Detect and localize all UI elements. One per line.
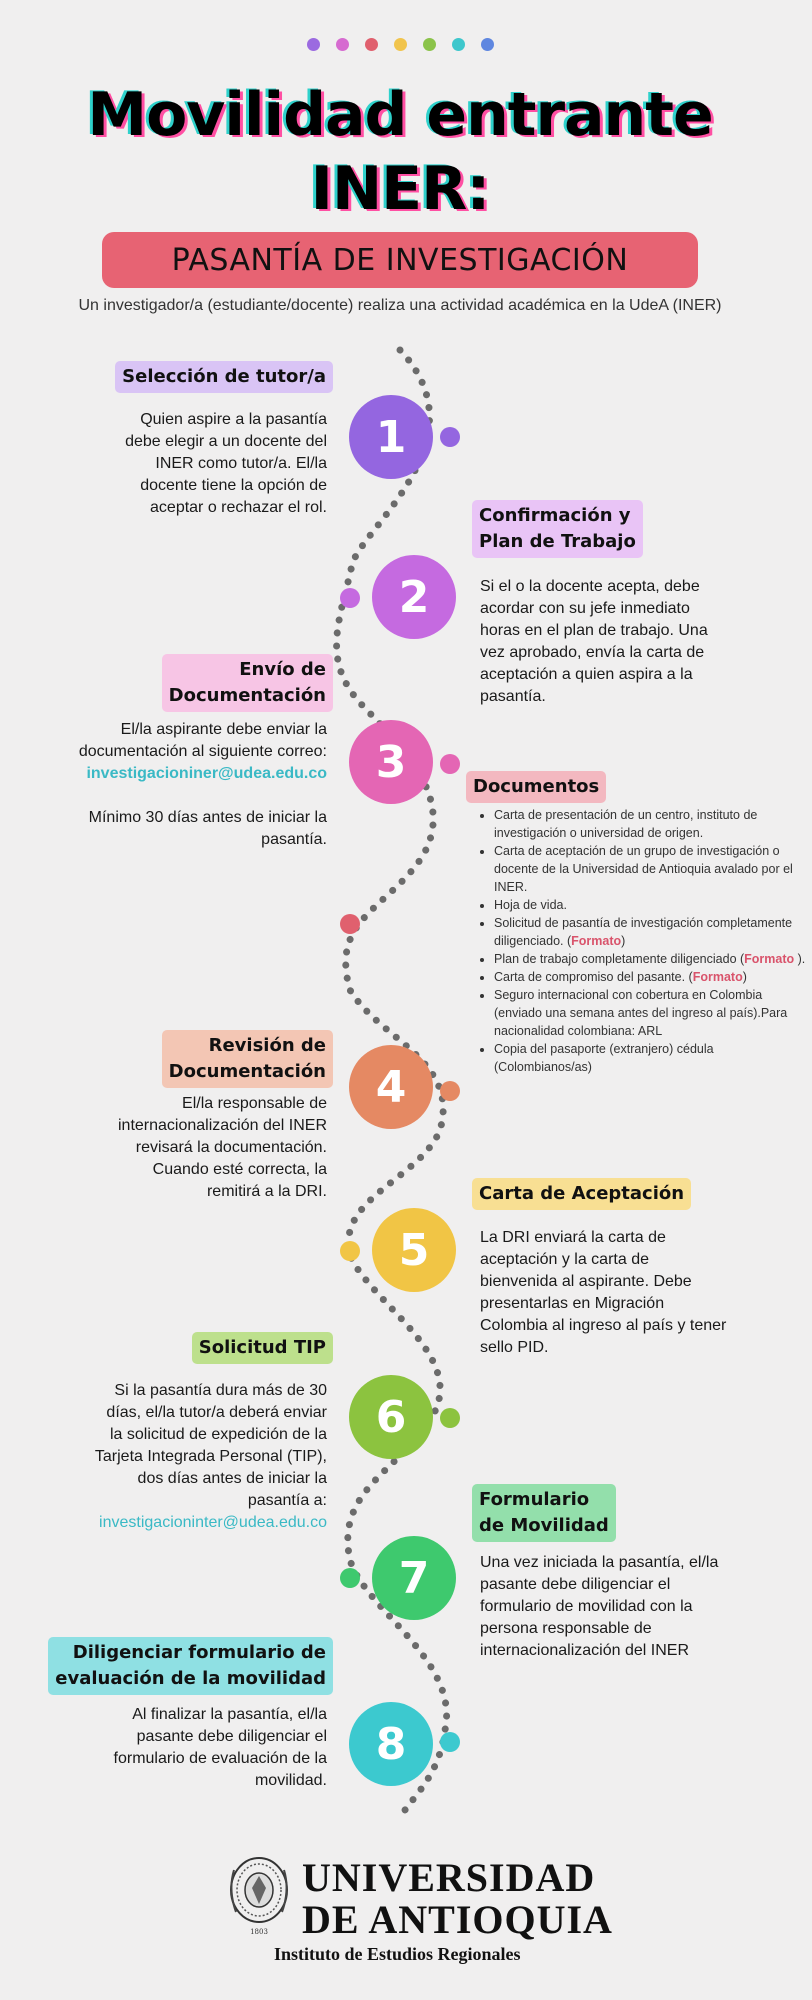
- step-3-text: El/la aspirante debe enviar la documentación al siguiente correo: investigacioniner@udea.edu.co Mínimo 30 días antes de iniciar la pasantía.: [0, 719, 327, 851]
- seal-year: 1803: [250, 1928, 268, 1936]
- step-5-text: La DRI enviará la carta de aceptación y la carta de bienvenida al aspirante. Debe presentarlas en Migración Colombia al ingreso al país y tener sello PID.: [480, 1229, 727, 1356]
- document-item: • Copia del pasaporte (extranjero) cédula (Colombianos/as): [494, 1040, 812, 1076]
- step-1-text: Quien aspire a la pasantía debe elegir a un docente del INER como tutor/a. El/la docente tiene la opción de aceptar o rechazar el rol.: [125, 411, 327, 516]
- step-2-title: Confirmación y Plan de Trabajo: [472, 500, 643, 558]
- step-3-knob: [440, 754, 460, 774]
- step-7-circle: [372, 1536, 456, 1620]
- university-name-line-2: DE ANTIOQUIA: [302, 1897, 613, 1942]
- title-line-1: Movilidad entrante: [87, 80, 713, 150]
- step-8-title: Diligenciar formulario de evaluación de la movilidad: [48, 1637, 333, 1695]
- document-item: • Carta de compromiso del pasante. (Formato): [494, 968, 812, 986]
- step-1-circle: [349, 395, 433, 479]
- format-link[interactable]: Formato: [744, 952, 795, 966]
- step-6-knob: [440, 1408, 460, 1428]
- step-4-knob: [440, 1081, 460, 1101]
- document-item: • Solicitud de pasantía de investigación completamente diligenciado. (Formato): [494, 914, 812, 950]
- document-item: • Plan de trabajo completamente diligenciado (Formato ).: [494, 950, 812, 968]
- step-6-email-link[interactable]: investigacioninter@udea.edu.co: [99, 1514, 327, 1531]
- step-3-title: Envío de Documentación: [162, 654, 333, 712]
- document-item: • Carta de presentación de un centro, instituto de investigación o universidad de origen.: [494, 806, 812, 842]
- format-link[interactable]: Formato: [692, 970, 743, 984]
- title-line-2: INER:: [310, 154, 490, 224]
- step-8-knob: [440, 1732, 460, 1752]
- step-2-number: 2: [398, 571, 430, 623]
- step-1-title: Selección de tutor/a: [115, 361, 333, 393]
- step-7-title: Formulario de Movilidad: [472, 1484, 616, 1542]
- step-7-number: 7: [398, 1552, 430, 1604]
- step-3-circle: [349, 720, 433, 804]
- step-1-number: 1: [375, 411, 407, 463]
- documents-list: [472, 806, 812, 1076]
- step-6-text: Si la pasantía dura más de 30 días, el/la tutor/a deberá enviar la solicitud de expedición de la Tarjeta Integrada Personal (TIP), dos días antes de iniciar la pasantía a: investigacioninter@udea.edu.co: [7, 1380, 327, 1534]
- step-8-number: 8: [375, 1718, 407, 1770]
- step-5-title: Carta de Aceptación: [472, 1178, 691, 1210]
- document-item: • Seguro internacional con cobertura en Colombia (enviado una semana antes del ingreso al país).Para nacionalidad colombiana: ARL: [494, 986, 812, 1040]
- university-name-line-1: UNIVERSIDAD: [302, 1855, 596, 1900]
- step-3-email-link[interactable]: investigacioniner@udea.edu.co: [86, 765, 327, 782]
- document-item: • Hoja de vida.: [494, 896, 812, 914]
- step-4-title: Revisión de Documentación: [162, 1030, 333, 1088]
- institute-name: Instituto de Estudios Regionales: [274, 1944, 521, 1964]
- university-seal-icon: [226, 1850, 292, 1936]
- step-5-knob: [340, 1241, 360, 1261]
- intro-text: Un investigador/a (estudiante/docente) realiza una actividad académica en la UdeA (INER): [78, 297, 722, 314]
- step-6-title: Solicitud TIP: [192, 1332, 333, 1364]
- step-8-text: Al finalizar la pasantía, el/la pasante debe diligenciar el formulario de evaluación de la movilidad.: [113, 1706, 327, 1789]
- step-4-number: 4: [375, 1061, 407, 1113]
- path-knob-red: [340, 914, 360, 934]
- step-3-number: 3: [375, 736, 407, 788]
- step-2-knob: [340, 588, 360, 608]
- step-5-circle: [372, 1208, 456, 1292]
- step-5-number: 5: [398, 1224, 430, 1276]
- step-7-knob: [340, 1568, 360, 1588]
- format-link[interactable]: Formato: [571, 934, 622, 948]
- step-7-text: Una vez iniciada la pasantía, el/la pasante debe diligenciar el formulario de movilidad con la persona responsable de internacionalización del INER: [480, 1554, 719, 1659]
- step-2-circle: [372, 555, 456, 639]
- step-2-text: Si el o la docente acepta, debe acordar con su jefe inmediato horas en el plan de trabajo. Una vez aprobado, envía la carta de aceptación a quien aspira a la pasantía.: [480, 578, 708, 705]
- subtitle-banner: PASANTÍA DE INVESTIGACIÓN: [102, 232, 698, 288]
- step-1-knob: [440, 427, 460, 447]
- step-6-number: 6: [375, 1391, 407, 1443]
- document-item: • Carta de aceptación de un grupo de investigación o docente de la Universidad de Antioquia avalado por el INER.: [494, 842, 812, 896]
- step-8-circle: [349, 1702, 433, 1786]
- step-6-circle: [349, 1375, 433, 1459]
- step-4-text: El/la responsable de internacionalización del INER revisará la documentación. Cuando esté correcta, la remitirá a la DRI.: [118, 1095, 327, 1200]
- documents-title: Documentos: [466, 771, 606, 803]
- step-4-circle: [349, 1045, 433, 1129]
